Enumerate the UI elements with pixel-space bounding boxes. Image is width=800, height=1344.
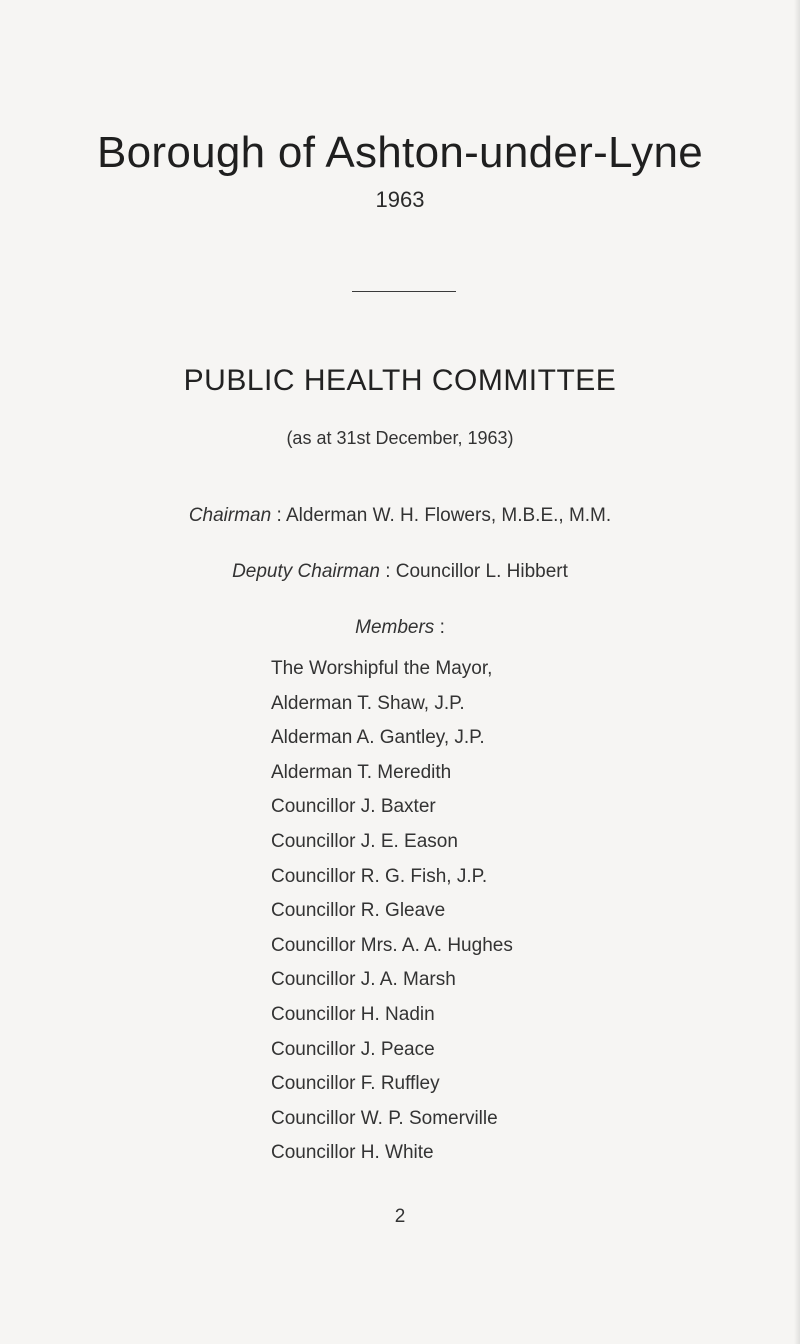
- chairman-name: Alderman W. H. Flowers, M.B.E., M.M.: [286, 505, 612, 526]
- page-number: 2: [394, 1206, 406, 1227]
- members-list: [271, 652, 513, 1171]
- member-item: Councillor J. Peace: [271, 1038, 435, 1060]
- member-item: Councillor F. Ruffley: [271, 1073, 440, 1095]
- document-year: 1963: [375, 187, 425, 212]
- chairman-line: [0, 505, 800, 527]
- deputy-chairman-name: Councillor L. Hibbert: [395, 561, 568, 582]
- committee-heading: PUBLIC HEALTH COMMITTEE: [183, 364, 617, 397]
- members-heading: [0, 617, 800, 639]
- member-item: Alderman A. Gantley, J.P.: [271, 727, 485, 749]
- as-at-date: (as at 31st December, 1963): [286, 428, 514, 448]
- deputy-chairman-line: [0, 561, 800, 583]
- member-item: Alderman T. Shaw, J.P.: [271, 692, 465, 714]
- member-item: Councillor W. P. Somerville: [271, 1107, 498, 1129]
- member-item: Councillor H. White: [271, 1142, 434, 1164]
- member-item: The Worshipful the Mayor,: [271, 658, 493, 679]
- document-title: Borough of Ashton-under-Lyne: [96, 128, 704, 177]
- member-item: Councillor R. Gleave: [271, 900, 446, 922]
- member-item: Councillor J. E. Eason: [271, 830, 458, 852]
- member-item: Alderman T. Meredith: [271, 761, 452, 783]
- divider-rule: [352, 291, 456, 292]
- member-item: Councillor J. Baxter: [271, 796, 436, 818]
- member-item: Councillor H. Nadin: [271, 1003, 435, 1025]
- deputy-chairman-separator: :: [379, 561, 396, 582]
- chairman-separator: :: [271, 505, 286, 526]
- member-item: Councillor R. G. Fish, J.P.: [271, 865, 488, 887]
- member-item: Councillor Mrs. A. A. Hughes: [271, 934, 513, 956]
- members-heading-colon: :: [434, 617, 445, 638]
- chairman-role: Chairman: [188, 505, 272, 526]
- members-heading-label: Members: [355, 617, 435, 638]
- deputy-chairman-role: Deputy Chairman: [232, 561, 380, 582]
- member-item: Councillor J. A. Marsh: [271, 969, 456, 991]
